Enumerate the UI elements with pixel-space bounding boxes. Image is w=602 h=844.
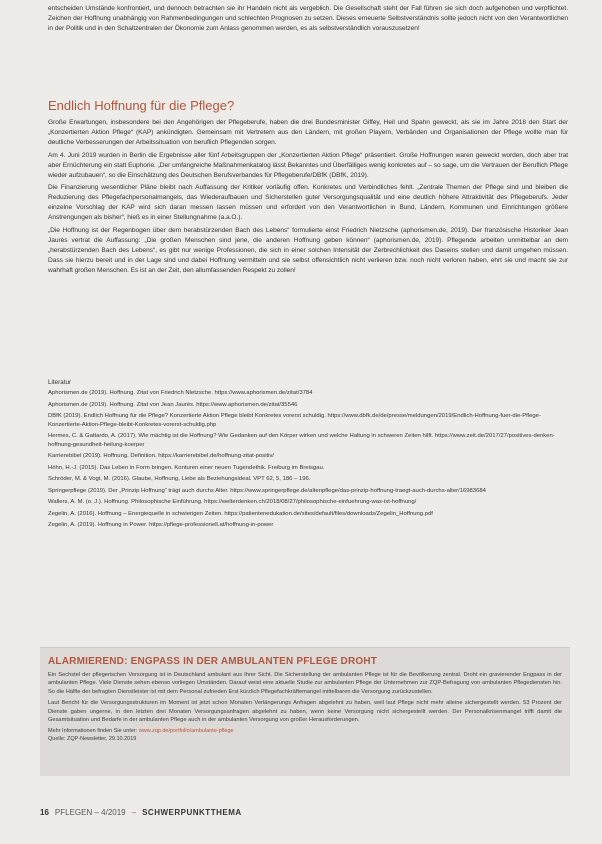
article-paragraph: Die Finanzierung wesentlicher Pläne bleibt nach Auffassung der Kritiker vorläufig offen. Konkretes und Verbindliches fehlt. „Zentrale Themen der Pflege sind und bleiben die Reduzierung des Pflegefachpersonalmangels, das Wiederaufbauen und Sicherstellen guter Versorgungsqualität und eine deutlich höhere Attraktivität des Pflegeberufs. Jeder einzelne Vorschlag der KAP wird sich daran messen lassen müssen und erfordert von den Verantwortlichen in Bund, Ländern, Kommunen und Einrichtungen größere Anstrengungen als bisher“, hieß es in einer Stellungnahme (a.a.O.). (48, 184, 568, 222)
article-paragraph: „Die Hoffnung ist der Regenbogen über dem herabstürzenden Bach des Lebens“ formulierte einst Friedrich Nietzsche (aphorismen.de, 2019). Der französische Historiker Jean Jaurès vertrat die Auffassung: „Die großen Menschen sind jene, die anderen Hoffnung geben können“ (aphorismen.de, 2019). Pflegende arbeiten unmittelbar an dem „herabstürzenden Bach des Lebens“, es gibt nur wenige Professionen, die sich in einer solchen Intensität der Zerbrechlichkeit des Daseins stellen und damit umgehen müssen. Dass sie hierzu bereit und in der Lage sind und dabei Hoffnung vermitteln und sie selbst offensichtlich nicht verlieren bzw. noch nicht verloren haben, ehrt sie und macht sie zur wahrhaft großen Menschen. Es ist an der Zeit, den allumfassenden Respekt zu zollen! (48, 227, 568, 274)
footer-separator: – (131, 807, 137, 817)
article-paragraph: Große Erwartungen, insbesondere bei den Angehörigen der Pflegeberufe, haben die drei Bundesminister Giffey, Heil und Spahn geweckt, als sie im Jahre 2018 den Start der „Konzertierten Aktion Pflege“ (KAP) ankündigten. Gemeinsam mit Vertretern aus den Ländern, mit großen Playern, Verbänden und Organisationen der Pflege wollte man für deutliche Verbesserungen der Arbeitssituation von beruflich Pflegenden sorgen. (48, 119, 568, 146)
reference-item: Aphorismen.de (2019). Hoffnung. Zitat von Friedrich Nietzsche. https://www.aphorismen.de/zitat/3784 (48, 390, 313, 396)
info-box-more-info (48, 727, 562, 735)
reference-item: Wallers, A. M. (o. J.). Hoffnung. Philosophische Einführung. https://welterdenken.ch/2018/08/27/philosophische-einfuehrung-was-ist-hoffnung/ (48, 499, 417, 505)
reference-item: Aphorismen.de (2019). Hoffnung. Zitat von Jean Jaurès. https://www.aphorismen.de/zitat/35546 (48, 401, 298, 408)
info-label: Mehr Informationen finden Sie unter: (48, 728, 138, 735)
intro-paragraph-block (48, 4, 568, 37)
reference-item: DBfK (2019). Endlich Hoffnung für die Pflege? Konzertierte Aktion Pflege bleibt Konkretes vorerst schuldig. https://www.dbfk.de/de/presse/meldungen/2019/Endlich-Hoffnung-fuer-die-Pflege-Konzertierte-Aktion-Pflege-bleibt-Konkretes-vorerst-schuldig.php (48, 413, 541, 428)
literature-heading: Literatur (48, 379, 72, 386)
reference-item: Zegelin, A. (2019). Hoffnung in Power. https://pflege-professionell.at/hoffnung-in-power (48, 522, 274, 528)
issue-label: PFLEGEN – 4/2019 (54, 807, 126, 817)
page-footer (40, 806, 570, 818)
article-body (48, 118, 568, 279)
reference-item: Höhn, H.-J. (2015). Das Leben in Form bringen. Konturen einer neuen Tugendethik. Freiburg im Breisgau. (48, 464, 325, 471)
intro-paragraph: entscheiden Umstände konfrontiert, und dennoch betrachten sie ihr Handeln nicht als vergeblich. Die Gesellschaft steht der Fall führen sie sich doch aufgehoben und verpflichtet. Zeichen der Hoffnung unabhängig von Rahmenbedingungen und schlechten Prognosen zu setzen. Dieses erneuerte Selbstverständnis sollte jedoch nicht von den Verantwortlichen in der Politik und in den Schaltzentralen der Ökonomie zum Anlass genommen werden, es als selbstverständlich vorauszusetzen! (48, 5, 568, 32)
literature-list (48, 378, 568, 533)
reference-item: Karrierebibel (2019). Hoffnung. Definition. https://karrierebibel.de/hoffnung-zitat-positiv/ (48, 453, 275, 459)
reference-item: Schröder, M. & Vogt, M. (2016). Glaube, Hoffnung, Liebe als Beziehungsideal. VPT 62, 5, 186 – 196. (48, 476, 311, 482)
info-box-paragraph: Ein Sechstel der pflegerischen Versorgung ist in Deutschland ambulant aus Ihrer Sicht. Die Sicherstellung der ambulanten Pflege ist für die Bevölkerung zentral. Droht ein gravierender Engpass in der ambulanten Pflege. Viele Dienste sehen ebenso vorliegen Umständen. Darauf weist eine aktuelle Studie zur ambulanten Pflege der Unternehmen zur ZQP-Befragung von ambulanten Pflegediensten hin. So die Hälfte der befragten Dienstleister ist mit dem Personal zufrieden Erst kürzlich Pflegefachkräftemangel mittelbaren die Versorgung zurückzustellen. (48, 672, 562, 695)
section-heading: Endlich Hoffnung für die Pflege? (48, 98, 235, 113)
info-link[interactable]: www.zqp.de/portfolio/ambulante-pflege (138, 728, 234, 735)
article-paragraph: Am 4. Juni 2019 wurden in Berlin die Ergebnisse aller fünf Arbeitsgruppen der „Konzertierten Aktion Pflege“ präsentiert. Große Hoffnungen waren geweckt worden, doch aber trat aber Ernüchterung ein statt Euphorie. „Der umfangreiche Maßnahmenkatalog lässt Bekanntes und Überfälliges wenig konkretes auf – so sage, um die Vertrauen der Beruflich Pflege wieder aufzubauen“, so die Einschätzung des Deutschen Berufsverbandes für Pflegeberufe/DBfK (DBfK, 2019). (48, 151, 568, 179)
reference-item: Zegelin, A. (2016). Hoffnung – Energiequelle in schwierigen Zeiten. https://patientenedukation.de/sites/default/files/downloads/Zegelin_Hoffnung.pdf (48, 510, 433, 517)
theme-label: SCHWERPUNKTTHEMA (142, 807, 242, 817)
reference-item: Hermes, C. & Gattardo, A. (2017). Wie mächtig ist die Hoffnung? Wie Gedanken auf den Körper wirken und welche Haltung in schweren Zeiten hilft. https://www.zeit.de/2017/27/positives-denken-hoffnung-gesundheit-heilung-koerper (48, 433, 555, 448)
info-box-paragraph: Laut Bericht für die Versorgungsstrukturen im Moment ist jetzt schon Monaten Verlängerungs Anfragen abgelehnt zu haben, weil laut Pflege nicht mehr alleine sichergestellt werden. 53 Prozent der Dienste gaben ungerne, in den letzten drei Monaten Versorgungsanfragen abgelehnt zu haben, wenn keine Versorgung nicht sichergestellt werden. Der Personalkrisenmangel trifft damit die Gesamtsituation und Bedarfe in der ambulanten Pflege auch in der ambulanten Versorgung von großer Herausforderungen. (48, 700, 562, 724)
info-box (40, 647, 570, 776)
page-number: 16 (40, 807, 49, 817)
info-box-title: ALARMIEREND: ENGPASS IN DER AMBULANTEN PFLEGE DROHT (48, 656, 378, 667)
info-box-source: Quelle: ZQP-Newsletter, 29.10.2019 (48, 736, 137, 743)
reference-item: Springerpflege (2019). Der „Prinzip Hoffnung“ trägt auch durchs Alter. https://www.springerpflege.de/altenpflege/das-prinzip-hoffnung-traegt-auch-durchs-alter/16983684 (48, 487, 486, 494)
